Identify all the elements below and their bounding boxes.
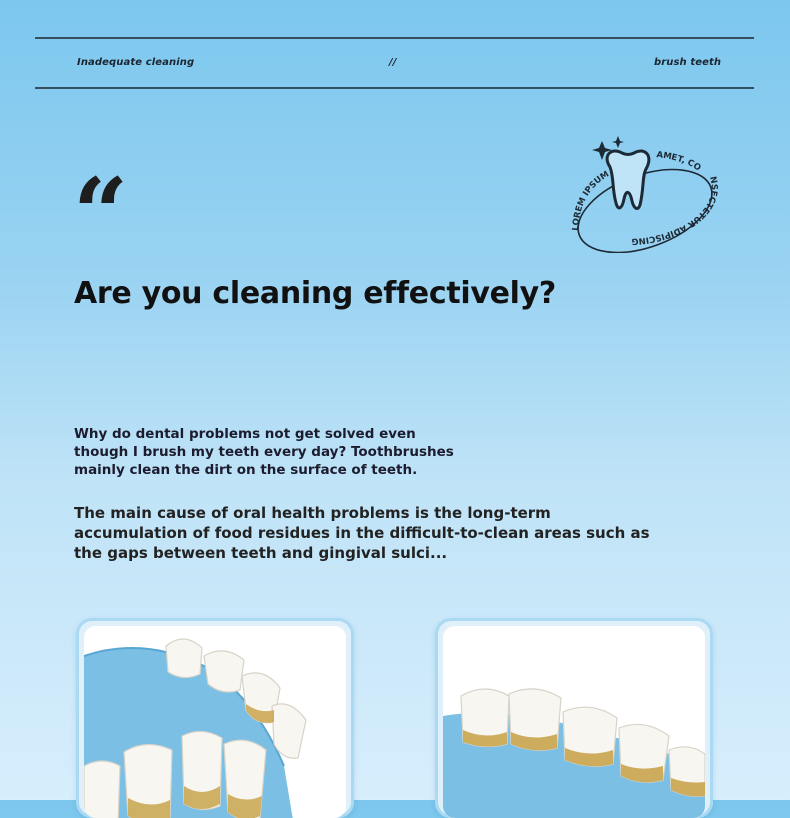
badge-ring-text-1: LOREM IPSUM [570,169,612,232]
badge-ring-text-4: ADIPISCING [631,222,689,246]
header-left-label: Inadequate cleaning [77,57,195,68]
molars-plaque-image [443,626,705,818]
header-bottom-rule [35,87,754,89]
front-teeth-card [76,618,354,818]
tooth-icon [607,151,649,209]
tooth-badge [560,133,720,253]
header-right-label: brush teeth [654,57,722,68]
header-top-rule [35,37,754,39]
front-teeth-plaque-image [84,626,346,818]
body-paragraph: The main cause of oral health problems is the long-term accumulation of food residues in the difficult-to-clean areas such as the gaps between teeth and gingival sulci... [74,504,650,562]
intro-paragraph: Why do dental problems not get solved even though I brush my teeth every day? Toothbrushes mainly clean the dirt on the surface of teeth. [74,426,454,478]
badge-ring-text-2: AMET, CO [655,150,703,174]
page-title: Are you cleaning effectively? [74,276,556,311]
quote-mark-icon: “ [73,157,129,270]
molars-card [435,618,713,818]
header-separator: // [389,57,397,68]
badge-ring-text-3: NSECTETUR [685,175,719,230]
